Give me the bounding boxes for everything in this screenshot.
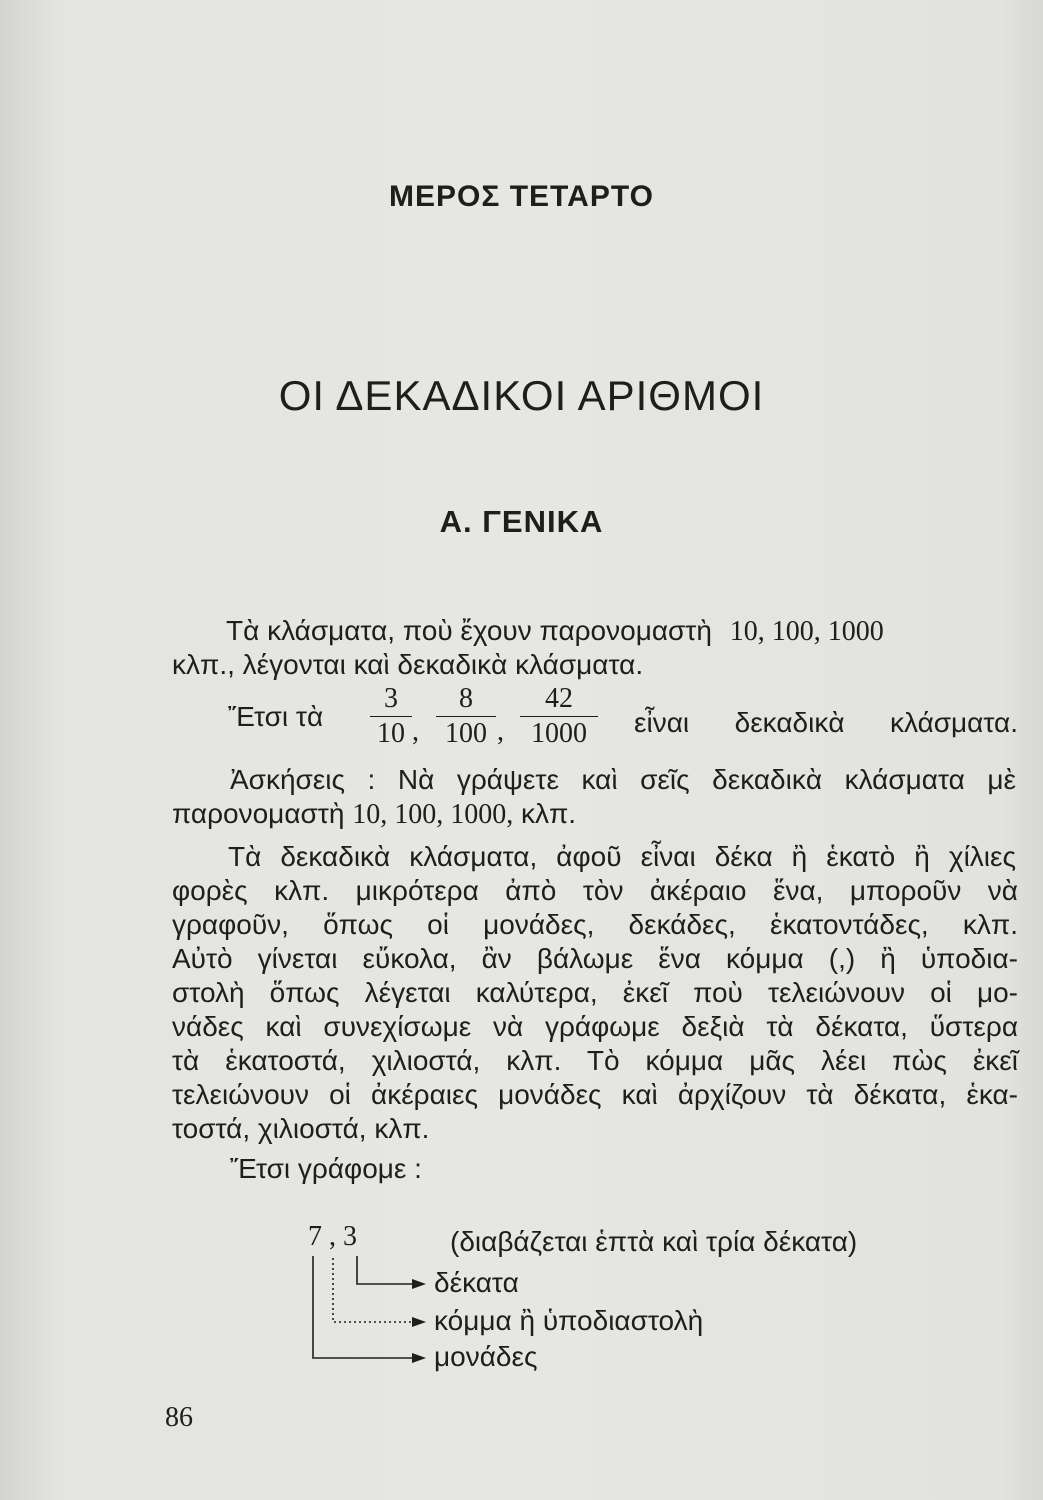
fraction-3-denominator: 1000 xyxy=(531,718,587,749)
fraction-1-numerator: 3 xyxy=(370,682,412,717)
para2-line: φορὲς κλπ. μικρότερα ἀπὸ τὸν ἀκέραιο ἕνα, μποροῦν νὰ xyxy=(172,875,1018,906)
part-title: ΜΕΡΟΣ ΤΕΤΑΡΤΟ xyxy=(389,180,654,213)
exercise-line1: Ἀσκήσεις : Νὰ γράψετε καὶ σεῖς δεκαδικὰ κλάσματα μὲ xyxy=(230,764,1016,795)
fraction-3-numerator: 42 xyxy=(520,682,598,717)
arrow-units xyxy=(313,1256,412,1358)
examples-lead: Ἔτσι τὰ xyxy=(228,701,324,732)
fraction-1-denominator: 10 xyxy=(377,718,405,749)
para2-line: Τὰ δεκαδικὰ κλάσματα, ἀφοῦ εἶναι δέκα ἢ ἑκατὸ ἢ χίλιες xyxy=(228,841,1016,872)
arrowhead-units xyxy=(412,1353,426,1363)
fraction-2-denominator: 100 xyxy=(445,718,487,749)
fraction-2-numerator: 8 xyxy=(436,682,496,717)
para2-line: Αὐτὸ γίνεται εὔκολα, ἂν βάλωμε ἕνα κόμμα (,) ἢ ὑποδια- xyxy=(172,943,1018,974)
exercise-line2-text: παρονομαστὴ xyxy=(172,798,345,829)
para2-line: γραφοῦν, ὅπως οἱ μονάδες, δεκάδες, ἑκατοντάδες, κλπ. xyxy=(172,909,1018,940)
para2-line: τοστά, χιλιοστά, κλπ. xyxy=(172,1113,430,1144)
para1-line1-text: Τὰ κλάσματα, ποὺ ἔχουν παρονομαστὴ xyxy=(226,615,712,646)
exercise-line2-end: κλπ. xyxy=(520,798,577,829)
diagram-label-tenths: δέκατα xyxy=(434,1267,519,1298)
fraction-separator: , xyxy=(497,716,504,747)
fraction-separator: , xyxy=(412,716,419,747)
section-title: Α. ΓΕΝΙΚΑ xyxy=(439,504,604,539)
para2-line: νάδες καὶ συνεχίσωμε νὰ γράφωμε δεξιὰ τὰ δέκατα, ὕστερα xyxy=(172,1011,1018,1042)
write-intro: Ἔτσι γράφομε : xyxy=(230,1153,422,1184)
examples-tail-text: εἶναι δεκαδικὰ κλάσματα. xyxy=(634,707,1018,738)
arrowhead-comma xyxy=(412,1317,426,1327)
diagram-label-comma: κόμμα ἢ ὑποδιαστολὴ xyxy=(434,1305,704,1336)
diagram-reading: (διαβάζεται ἑπτὰ καὶ τρία δέκατα) xyxy=(450,1226,858,1257)
diagram-label-units: μονάδες xyxy=(434,1341,538,1372)
exercise-line2-nums: 10, 100, 1000, xyxy=(352,799,514,830)
para2-line: τὰ ἑκατοστά, χιλιοστά, κλπ. Τὸ κόμμα μᾶς λέει πὼς ἐκεῖ xyxy=(172,1045,1018,1076)
arrowhead-tenths xyxy=(412,1279,426,1289)
arrow-comma xyxy=(333,1258,412,1322)
para2-line: στολὴ ὅπως λέγεται καλύτερα, ἐκεῖ ποὺ τελειώνουν οἱ μο- xyxy=(172,977,1018,1008)
diagram-number: 7 , 3 xyxy=(308,1221,357,1252)
para1-line2: κλπ., λέγονται καὶ δεκαδικὰ κλάσματα. xyxy=(172,649,644,680)
chapter-title: ΟΙ ΔΕΚΑΔΙΚΟΙ ΑΡΙΘΜΟΙ xyxy=(278,372,765,419)
arrow-tenths xyxy=(357,1256,412,1284)
para2-line: τελειώνουν οἱ ἀκέραιες μονάδες καὶ ἀρχίζουν τὰ δέκατα, ἑκα- xyxy=(172,1079,1018,1110)
page-number: 86 xyxy=(165,1402,193,1433)
para1-line1-nums: 10, 100, 1000 xyxy=(729,616,884,647)
